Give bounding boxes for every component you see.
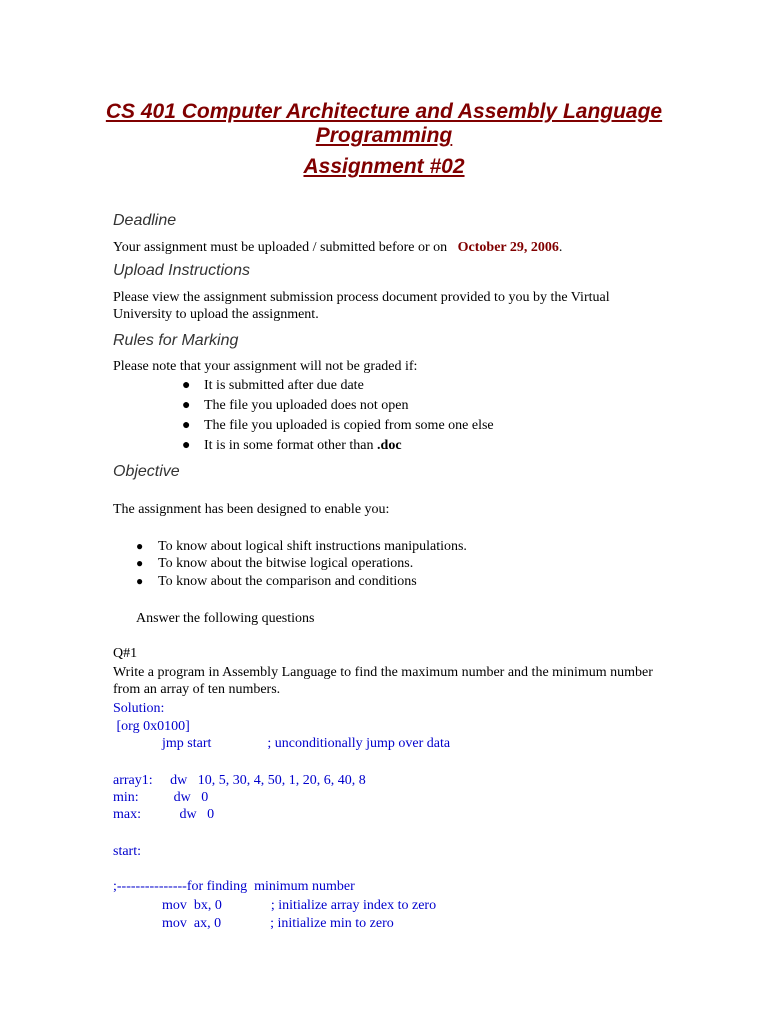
code-line-1: [org 0x0100] <box>113 719 190 734</box>
code-line-4: array1: dw 10, 5, 30, 4, 50, 1, 20, 6, 40, 8 <box>113 773 366 788</box>
rules-heading: Rules for Marking <box>113 332 239 349</box>
objective-item-3: To know about the comparison and conditions <box>158 574 417 589</box>
bullet-icon: ● <box>136 574 144 588</box>
question-text: Write a program in Assembly Language to find the maximum number and the minimum number from an array of ten numbers. <box>113 665 653 697</box>
rules-item-3: The file you uploaded is copied from some one else <box>204 418 494 433</box>
deadline-date: October 29, 2006 <box>457 240 559 255</box>
bullet-icon: ● <box>182 418 191 433</box>
code-line-11: mov bx, 0 ; initialize array index to zero <box>113 898 437 913</box>
doc-extension: .doc <box>377 438 402 453</box>
rules-item-4 <box>204 437 402 454</box>
deadline-text <box>113 239 673 256</box>
upload-heading: Upload Instructions <box>113 262 250 279</box>
code-line-5: min: dw 0 <box>113 790 209 805</box>
bullet-icon: ● <box>136 539 144 553</box>
answer-prompt: Answer the following questions <box>136 611 315 626</box>
rules-item-1: It is submitted after due date <box>204 378 364 393</box>
assignment-title: Assignment #02 <box>303 155 465 178</box>
code-line-8: start: <box>113 844 141 859</box>
objective-intro: The assignment has been designed to enable you: <box>113 502 390 517</box>
deadline-heading: Deadline <box>113 212 177 229</box>
upload-text: Please view the assignment submission process document provided to you by the Virtual University to upload the assignment. <box>113 290 610 322</box>
code-line-2: jmp start ; unconditionally jump over data <box>113 736 451 751</box>
solution-label: Solution: <box>113 701 165 716</box>
code-line-6: max: dw 0 <box>113 807 215 822</box>
deadline-period: . <box>558 240 563 255</box>
question-label: Q#1 <box>113 646 138 661</box>
code-line-10: ;---------------for finding minimum number <box>113 879 355 894</box>
deadline-sentence: Your assignment must be uploaded / submitted before or on <box>113 240 448 255</box>
objective-heading: Objective <box>113 463 180 480</box>
course-title-line2: Programming <box>315 124 453 147</box>
objective-item-2: To know about the bitwise logical operations. <box>158 556 414 571</box>
course-title-line1: CS 401 Computer Architecture and Assembly Language <box>105 100 663 123</box>
bullet-icon: ● <box>136 556 144 570</box>
rules-intro: Please note that your assignment will not be graded if: <box>113 359 418 374</box>
objective-item-1: To know about logical shift instructions manipulations. <box>158 539 467 554</box>
rules-item-4-text: It is in some format other than <box>204 438 378 453</box>
bullet-icon: ● <box>182 378 191 393</box>
code-line-12: mov ax, 0 ; initialize min to zero <box>113 916 394 931</box>
bullet-icon: ● <box>182 438 191 453</box>
rules-item-2: The file you uploaded does not open <box>204 398 409 413</box>
bullet-icon: ● <box>182 398 191 413</box>
